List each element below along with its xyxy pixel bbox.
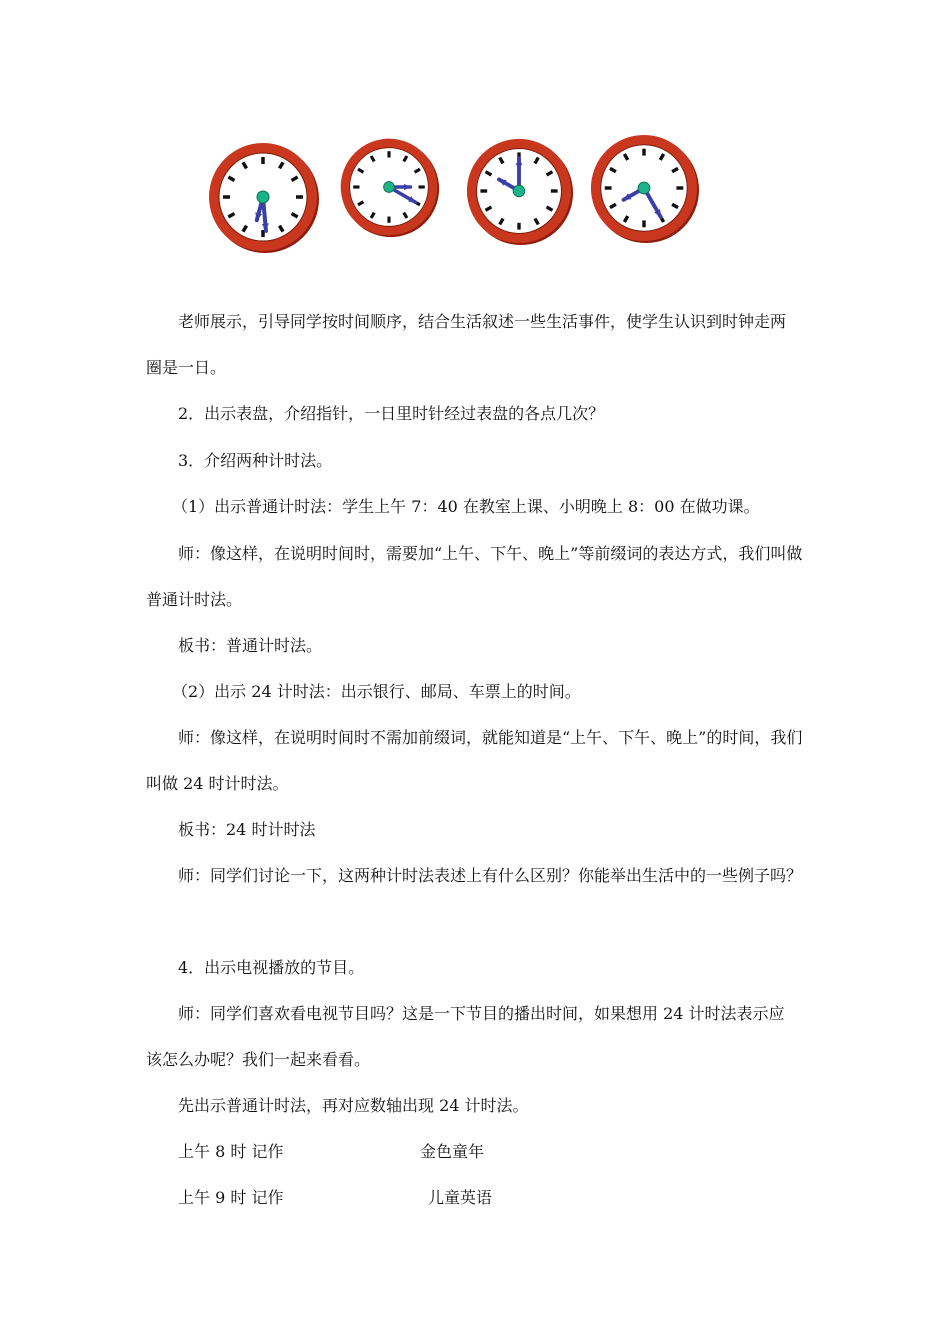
clock-2 bbox=[338, 136, 440, 238]
paragraph-8-line-2: 叫做 24 时计时法。 bbox=[146, 774, 289, 793]
clock-illustration bbox=[0, 0, 950, 270]
paragraph-7: （2）出示 24 计时法：出示银行、邮局、车票上的时间。 bbox=[172, 682, 581, 701]
paragraph-2: 2．出示表盘，介绍指针，一日里时针经过表盘的各点几次？ bbox=[178, 404, 605, 423]
clock-hub bbox=[638, 182, 650, 194]
paragraph-8-line-1: 师：像这样，在说明时间时不需加前缀词，就能知道是“上午、下午、晚上”的时间，我们 bbox=[178, 728, 803, 747]
schedule-time-1: 上午 8 时 记作 bbox=[178, 1142, 284, 1161]
paragraph-10: 师：同学们讨论一下，这两种计时法表述上有什么区别？你能举出生活中的一些例子吗？ bbox=[178, 866, 803, 885]
paragraph-9: 板书：24 时计时法 bbox=[178, 820, 316, 839]
schedule-program-2: 儿童英语 bbox=[428, 1188, 493, 1207]
paragraph-11: 4．出示电视播放的节目。 bbox=[178, 958, 365, 977]
paragraph-5-line-1: 师：像这样，在说明时间时，需要加“上午、下午、晚上”等前缀词的表达方式，我们叫做 bbox=[178, 544, 803, 563]
schedule-time-2: 上午 9 时 记作 bbox=[178, 1188, 284, 1207]
paragraph-5-line-2: 普通计时法。 bbox=[146, 590, 243, 609]
clock-hub bbox=[384, 182, 395, 193]
paragraph-4: （1）出示普通计时法：学生上午 7：40 在教室上课、小明晚上 8：00 在做功课。 bbox=[172, 497, 760, 516]
clock-hub bbox=[257, 191, 269, 203]
paragraph-6: 板书：普通计时法。 bbox=[178, 636, 323, 655]
paragraph-1-line-1: 老师展示，引导同学按时间顺序，结合生活叙述一些生活事件，使学生认识到时钟走两 bbox=[178, 312, 787, 331]
paragraph-12-line-1: 师：同学们喜欢看电视节目吗？这是一下节目的播出时间，如果想用 24 计时法表示应 bbox=[178, 1004, 785, 1023]
schedule-program-1: 金色童年 bbox=[420, 1142, 485, 1161]
clock-4 bbox=[588, 132, 700, 244]
paragraph-1-line-2: 圈是一日。 bbox=[146, 358, 227, 377]
clock-3 bbox=[464, 136, 574, 246]
clock-1 bbox=[206, 140, 320, 254]
paragraph-12-line-2: 该怎么办呢？我们一起来看看。 bbox=[146, 1050, 371, 1069]
clock-hub bbox=[513, 185, 525, 197]
paragraph-13: 先出示普通计时法，再对应数轴出现 24 计时法。 bbox=[178, 1096, 529, 1115]
paragraph-3: 3．介绍两种计时法。 bbox=[178, 451, 333, 470]
